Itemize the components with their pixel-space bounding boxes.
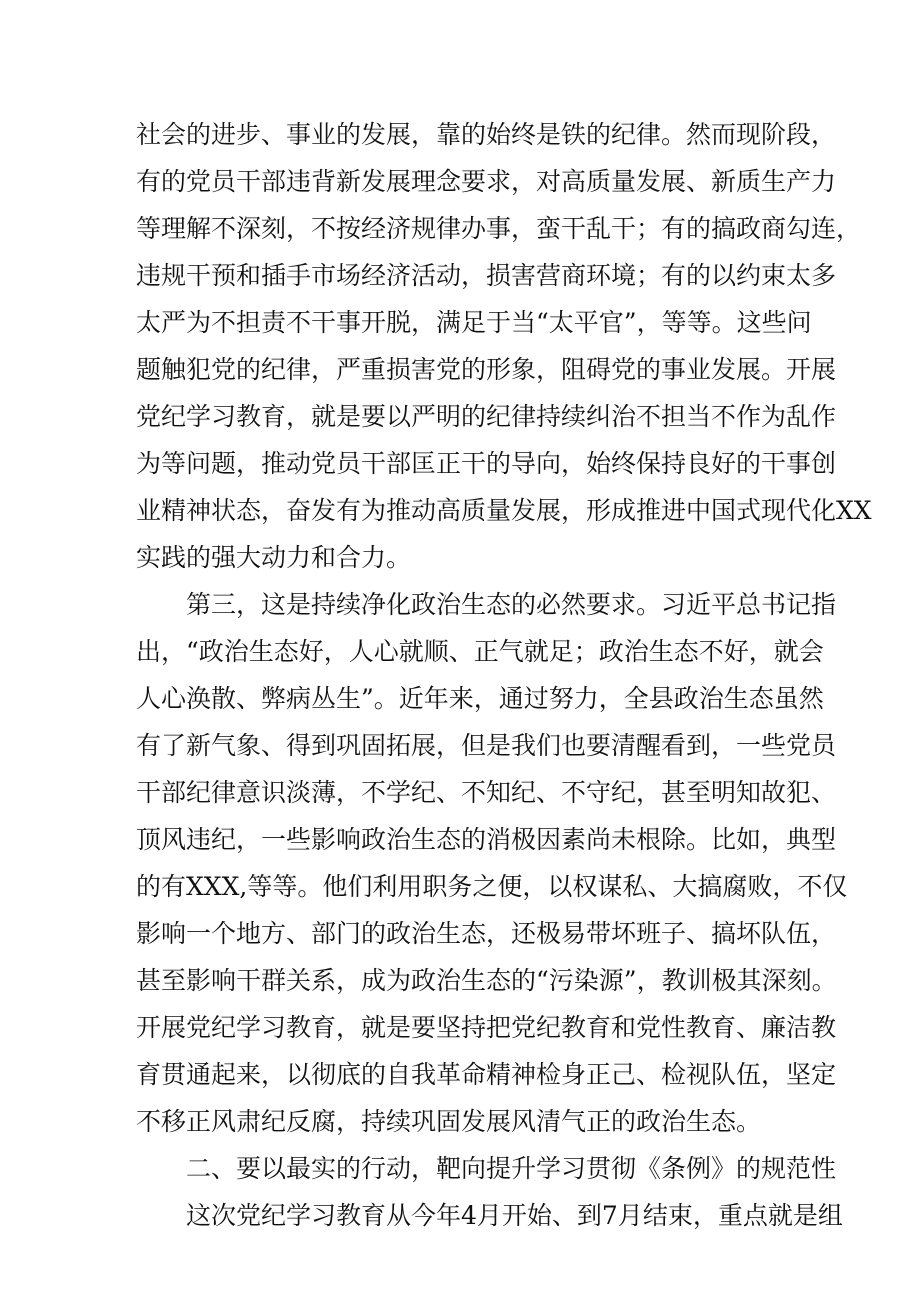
paragraph-line: 不移正风肃纪反腐，持续巩固发展风清气正的政治生态。 bbox=[136, 1107, 762, 1136]
paragraph-line: 党纪学习教育，就是要以严明的纪律持续纠治不担当不作为乱作 bbox=[136, 402, 837, 431]
paragraph-line: 太严为不担责不干事开脱，满足于当“太平官”，等等。这些问 bbox=[136, 308, 812, 337]
paragraph-line: 违规干预和插手市场经济活动，损害营商环境；有的以约束太多 bbox=[136, 261, 837, 290]
paragraph-line: 育贯通起来，以彻底的自我革命精神检身正己、检视队伍，坚定 bbox=[136, 1060, 837, 1089]
paragraph-line: 社会的进步、事业的发展，靠的始终是铁的纪律。然而现阶段， bbox=[136, 120, 837, 149]
paragraph-line: 题触犯党的纪律，严重损害党的形象，阻碍党的事业发展。开展 bbox=[136, 355, 837, 384]
paragraph-line: 实践的强大动力和合力。 bbox=[136, 543, 412, 572]
paragraph-line: 有了新气象、得到巩固拓展，但是我们也要清醒看到，一些党员 bbox=[136, 731, 837, 760]
paragraph-line: 人心涣散、弊病丛生”。近年来，通过努力，全县政治生态虽然 bbox=[136, 684, 824, 713]
paragraph-line: 顶风违纪，一些影响政治生态的消极因素尚未根除。比如，典型 bbox=[136, 825, 837, 854]
paragraph-first-line: 第三，这是持续净化政治生态的必然要求。习近平总书记指 bbox=[186, 590, 837, 619]
paragraph-line: 甚至影响干群关系，成为政治生态的“污染源”，教训极其深刻。 bbox=[136, 966, 837, 995]
paragraph-first-line: 这次党纪学习教育从今年4月开始、到7月结束，重点就是组 bbox=[186, 1201, 843, 1230]
paragraph-line: 为等问题，推动党员干部匡正干的导向，始终保持良好的干事创 bbox=[136, 449, 837, 478]
paragraph-line: 有的党员干部违背新发展理念要求，对高质量发展、新质生产力 bbox=[136, 167, 837, 196]
section-heading: 二、要以最实的行动，靶向提升学习贯彻《条例》的规范性 bbox=[186, 1154, 837, 1183]
paragraph-line: 干部纪律意识淡薄，不学纪、不知纪、不守纪，甚至明知故犯、 bbox=[136, 778, 837, 807]
paragraph-line: 等理解不深刻，不按经济规律办事，蛮干乱干；有的搞政商勾连， bbox=[136, 214, 862, 243]
paragraph-line: 的有XXX,等等。他们利用职务之便，以权谋私、大搞腐败，不仅 bbox=[136, 872, 848, 901]
paragraph-line: 开展党纪学习教育，就是要坚持把党纪教育和党性教育、廉洁教 bbox=[136, 1013, 837, 1042]
paragraph-line: 出，“政治生态好，人心就顺、正气就足；政治生态不好，就会 bbox=[136, 637, 824, 666]
paragraph-line: 影响一个地方、部门的政治生态，还极易带坏班子、搞坏队伍， bbox=[136, 919, 837, 948]
paragraph-line: 业精神状态，奋发有为推动高质量发展，形成推进中国式现代化XX bbox=[136, 496, 872, 525]
